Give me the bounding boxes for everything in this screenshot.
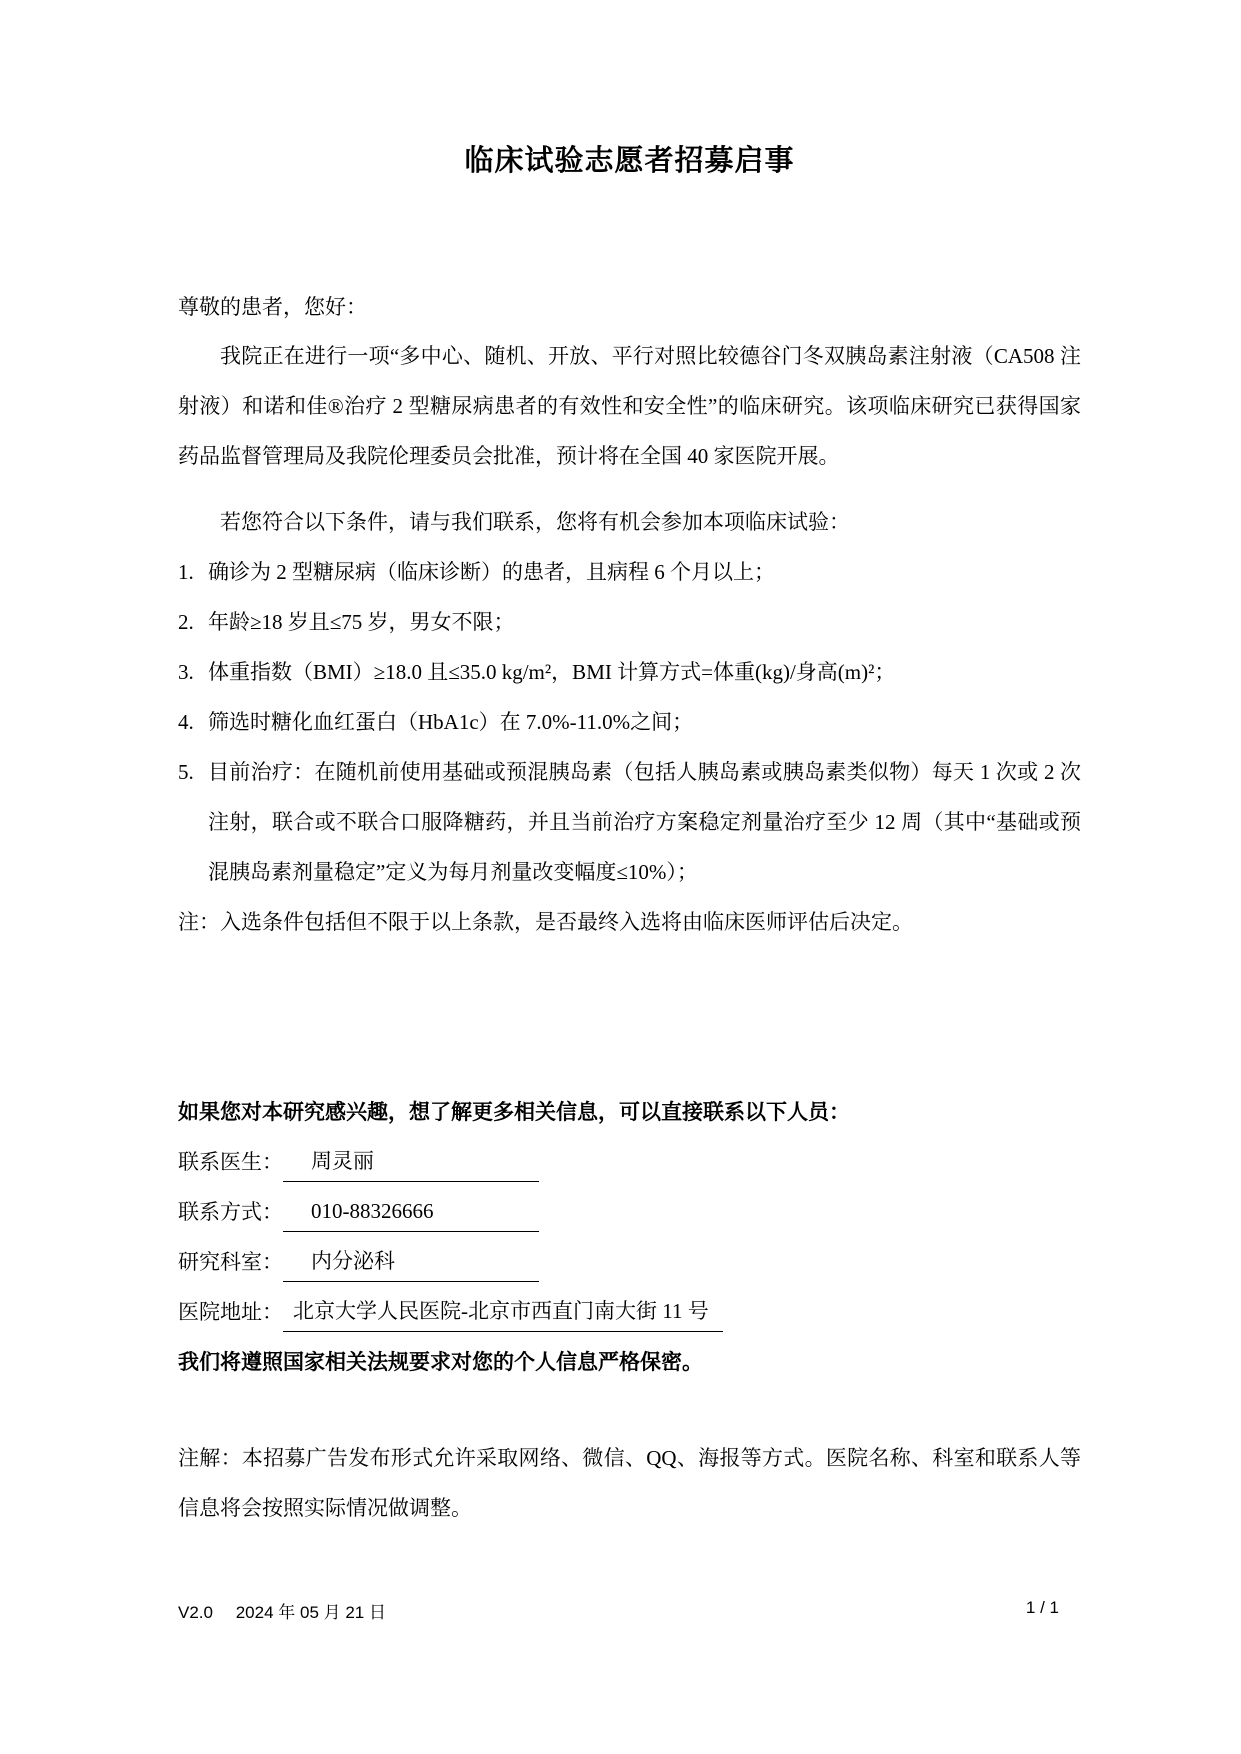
contact-intro: 如果您对本研究感兴趣，想了解更多相关信息，可以直接联系以下人员： [178, 1100, 850, 1124]
criteria-number: 1. [178, 560, 194, 584]
contact-address-value: 北京大学人民医院-北京市西直门南大街 11 号 [283, 1291, 723, 1332]
criteria-number: 5. [178, 760, 194, 784]
criteria-item-4 [178, 697, 1081, 747]
contact-department-value: 内分泌科 [283, 1241, 539, 1282]
criteria-text: 筛选时糖化血红蛋白（HbA1c）在 7.0%-11.0%之间； [208, 710, 694, 734]
version-label: V2.0 [178, 1603, 213, 1622]
contact-row-phone [178, 1187, 1081, 1237]
criteria-item-3 [178, 647, 1081, 697]
criteria-item-5 [178, 747, 1081, 897]
contact-phone-value: 010-88326666 [283, 1191, 539, 1232]
contact-list [178, 1137, 1081, 1337]
criteria-number: 2. [178, 610, 194, 634]
criteria-text: 体重指数（BMI）≥18.0 且≤35.0 kg/m²，BMI 计算方式=体重(kg)/身高(m)²； [208, 660, 896, 684]
contact-row-department [178, 1237, 1081, 1287]
contact-doctor-value: 周灵丽 [283, 1141, 539, 1182]
page-footer [178, 1598, 1059, 1623]
page-title: 临床试验志愿者招募启事 [464, 145, 795, 177]
contact-row-doctor [178, 1137, 1081, 1187]
criteria-text: 确诊为 2 型糖尿病（临床诊断）的患者，且病程 6 个月以上； [208, 560, 775, 584]
intro-paragraph: 我院正在进行一项“多中心、随机、开放、平行对照比较德谷门冬双胰岛素注射液（CA508 注射液）和诺和佳®治疗 2 型糖尿病患者的有效性和安全性”的临床研究。该项临床研究已获得国家药品监督管理局及我院伦理委员会批准，预计将在全国 40 家医院开展。 [178, 344, 1081, 468]
contact-row-address [178, 1287, 1081, 1337]
criteria-text: 目前治疗：在随机前使用基础或预混胰岛素（包括人胰岛素或胰岛素类似物）每天 1 次或 2 次注射，联合或不联合口服降糖药，并且当前治疗方案稳定剂量治疗至少 12 周（其中“基础或预混胰岛素剂量稳定”定义为每月剂量改变幅度≤10%）； [208, 760, 1081, 884]
criteria-number: 4. [178, 710, 194, 734]
contact-label: 联系医生： [178, 1150, 283, 1174]
footnote: 注解：本招募广告发布形式允许采取网络、微信、QQ、海报等方式。医院名称、科室和联系人等信息将会按照实际情况做调整。 [178, 1446, 1081, 1520]
salutation: 尊敬的患者，您好： [178, 295, 367, 319]
criteria-text: 年龄≥18 岁且≤75 岁，男女不限； [208, 610, 515, 634]
criteria-item-2 [178, 597, 1081, 647]
contact-label: 研究科室： [178, 1250, 283, 1274]
criteria-number: 3. [178, 660, 194, 684]
privacy-statement: 我们将遵照国家相关法规要求对您的个人信息严格保密。 [178, 1350, 703, 1374]
date-label: 2024 年 05 月 21 日 [235, 1603, 386, 1622]
inclusion-note: 注：入选条件包括但不限于以上条款，是否最终入选将由临床医师评估后决定。 [178, 910, 913, 934]
footer-version-date [178, 1598, 386, 1623]
contact-label: 联系方式： [178, 1200, 283, 1224]
page-number: 1 / 1 [1025, 1598, 1059, 1617]
criteria-intro: 若您符合以下条件，请与我们联系，您将有机会参加本项临床试验： [220, 510, 850, 534]
contact-label: 医院地址： [178, 1300, 283, 1324]
criteria-item-1 [178, 547, 1081, 597]
criteria-list [178, 547, 1081, 897]
